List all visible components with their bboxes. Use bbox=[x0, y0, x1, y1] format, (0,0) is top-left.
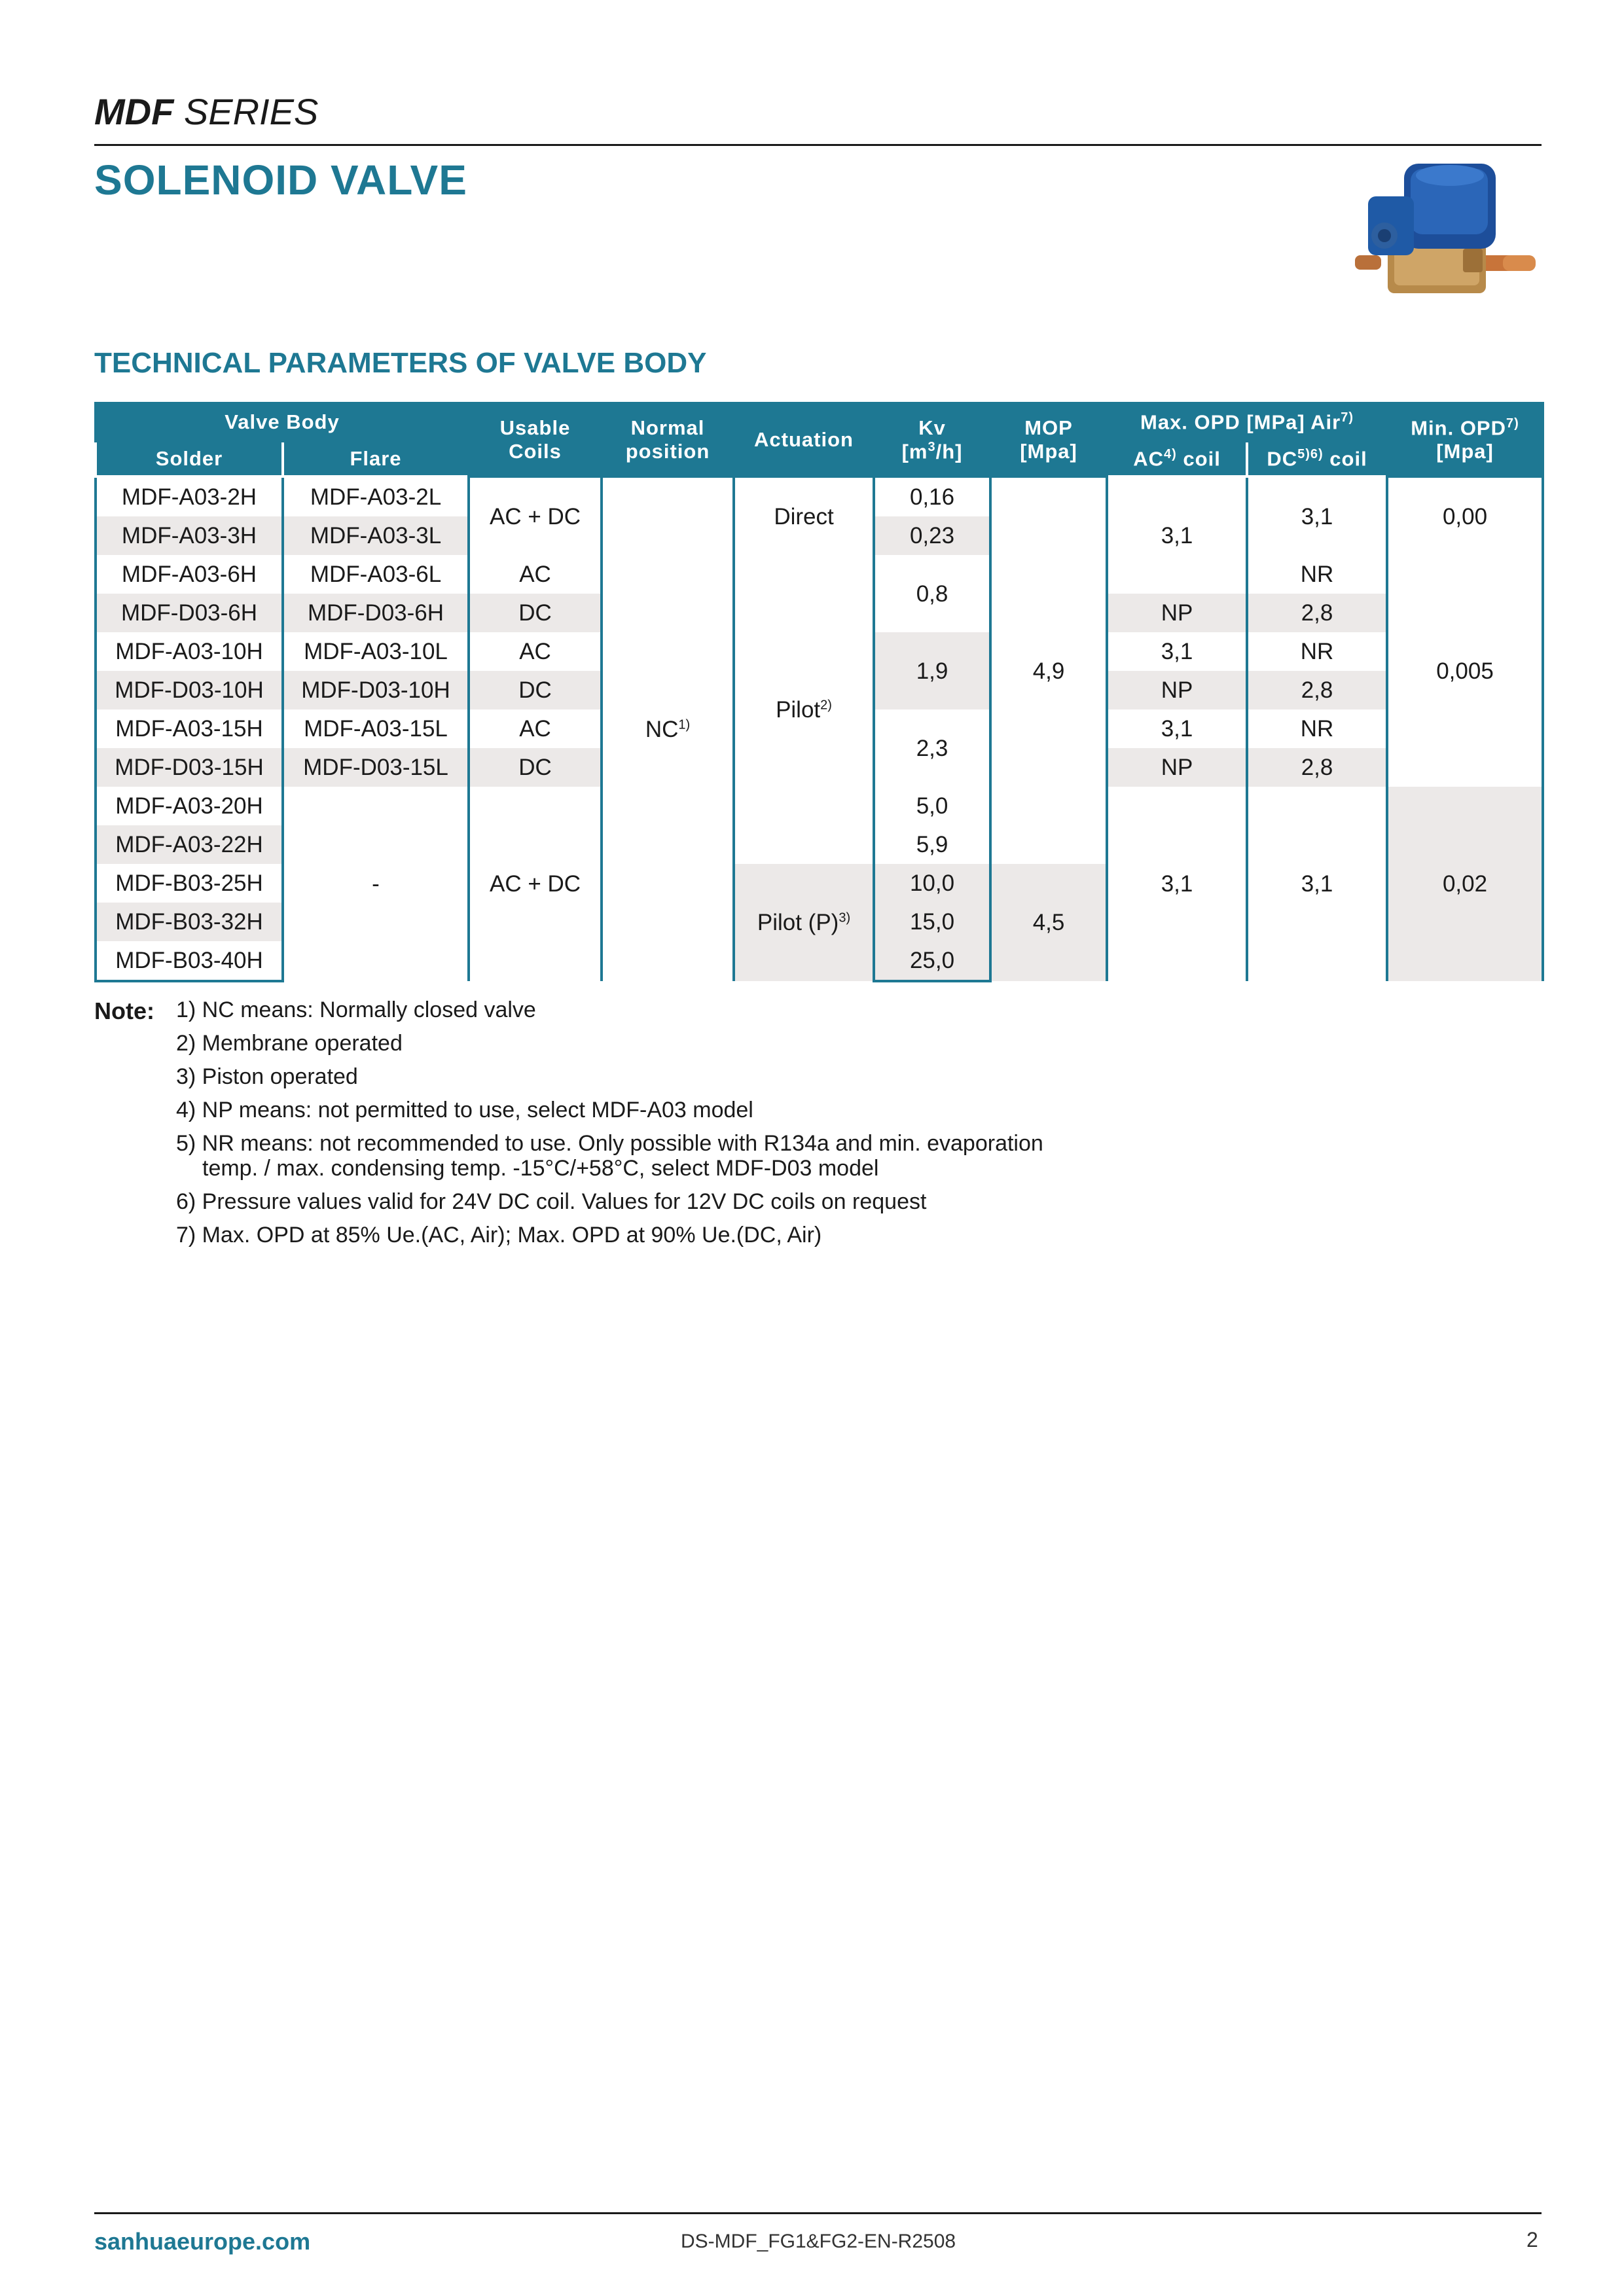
cell-solder: MDF-A03-22H bbox=[96, 825, 283, 864]
header-dc-text: DC bbox=[1267, 447, 1298, 471]
header-kv-unit-sup: 3 bbox=[928, 439, 936, 454]
cell-ac-coil: 3,1 bbox=[1107, 787, 1247, 981]
header-min-opd-unit: [Mpa] bbox=[1436, 440, 1494, 463]
header-dc-sup: 5)6) bbox=[1297, 447, 1324, 462]
header-normal-position bbox=[602, 403, 734, 476]
page-title: SOLENOID VALVE bbox=[94, 156, 467, 204]
cell-actuation-pilotp-text: Pilot (P) bbox=[757, 910, 839, 935]
cell-solder: MDF-D03-15H bbox=[96, 748, 283, 787]
series-heading bbox=[94, 90, 318, 133]
cell-solder: MDF-A03-20H bbox=[96, 787, 283, 825]
series-suffix: SERIES bbox=[183, 91, 319, 132]
table-row bbox=[96, 476, 1543, 516]
header-ac-text: AC bbox=[1133, 447, 1164, 471]
cell-dc-coil: 3,1 bbox=[1247, 476, 1387, 555]
cell-solder: MDF-B03-40H bbox=[96, 941, 283, 981]
cell-normal-position bbox=[602, 476, 734, 981]
note-item-line: 5) NR means: not recommended to use. Only possible with R134a and min. evaporation bbox=[176, 1131, 1043, 1156]
cell-solder: MDF-B03-32H bbox=[96, 903, 283, 941]
header-min-opd bbox=[1387, 403, 1543, 476]
solenoid-valve-photo bbox=[1348, 157, 1538, 321]
cell-solder: MDF-A03-2H bbox=[96, 476, 283, 516]
cell-kv: 15,0 bbox=[874, 903, 990, 941]
note-item: 1) NC means: Normally closed valve bbox=[176, 997, 536, 1022]
notes-list bbox=[176, 997, 1223, 1256]
cell-solder: MDF-A03-10H bbox=[96, 632, 283, 671]
header-valve-body: Valve Body bbox=[96, 403, 469, 441]
cell-flare: MDF-D03-15L bbox=[283, 748, 469, 787]
cell-min-opd: 0,02 bbox=[1387, 787, 1543, 981]
footer-document-code: DS-MDF_FG1&FG2-EN-R2508 bbox=[681, 2231, 956, 2252]
cell-coils: AC + DC bbox=[469, 476, 602, 555]
cell-actuation-pilot-sup: 2) bbox=[820, 697, 832, 712]
header-divider bbox=[94, 144, 1542, 146]
header-coils-text: Coils bbox=[509, 440, 562, 463]
cell-ac-coil: 3,1 bbox=[1107, 476, 1247, 594]
header-ac-coil bbox=[1107, 441, 1247, 476]
cell-mop: 4,5 bbox=[990, 864, 1107, 981]
cell-coils: AC + DC bbox=[469, 787, 602, 981]
note-item: 4) NP means: not permitted to use, select MDF-A03 model bbox=[176, 1098, 753, 1122]
header-solder: Solder bbox=[96, 441, 283, 476]
note-item bbox=[176, 1131, 1223, 1181]
cell-coils: DC bbox=[469, 748, 602, 787]
cell-flare: MDF-A03-2L bbox=[283, 476, 469, 516]
header-actuation: Actuation bbox=[734, 403, 874, 476]
header-mop-text: MOP bbox=[1024, 416, 1073, 440]
note-item: 7) Max. OPD at 85% Ue.(AC, Air); Max. OPD at 90% Ue.(DC, Air) bbox=[176, 1223, 822, 1247]
cell-ac-coil: 3,1 bbox=[1107, 632, 1247, 671]
cell-solder: MDF-A03-3H bbox=[96, 516, 283, 555]
cell-dc-coil: NR bbox=[1247, 632, 1387, 671]
header-max-opd-text: Max. OPD [MPa] Air bbox=[1140, 410, 1341, 434]
cell-solder: MDF-B03-25H bbox=[96, 864, 283, 903]
cell-flare: MDF-A03-6L bbox=[283, 555, 469, 594]
cell-flare: MDF-A03-3L bbox=[283, 516, 469, 555]
header-usable-text: Usable bbox=[499, 416, 571, 440]
cell-flare: MDF-A03-15L bbox=[283, 709, 469, 748]
cell-dc-coil: 2,8 bbox=[1247, 594, 1387, 632]
header-ac-sup: 4) bbox=[1164, 447, 1177, 462]
cell-kv: 5,9 bbox=[874, 825, 990, 864]
cell-dc-coil: NR bbox=[1247, 709, 1387, 748]
header-mop-unit: [Mpa] bbox=[1020, 440, 1077, 463]
cell-kv: 0,23 bbox=[874, 516, 990, 555]
header-ac-coil-text: coil bbox=[1176, 447, 1221, 471]
cell-flare: MDF-D03-10H bbox=[283, 671, 469, 709]
cell-dc-coil: 3,1 bbox=[1247, 787, 1387, 981]
header-max-opd bbox=[1107, 403, 1387, 441]
header-usable-coils bbox=[469, 403, 602, 476]
cell-kv: 0,8 bbox=[874, 555, 990, 632]
notes-label: Note: bbox=[94, 997, 154, 1024]
footer-divider bbox=[94, 2212, 1542, 2214]
cell-coils: DC bbox=[469, 671, 602, 709]
footer-website-link[interactable]: sanhuaeurope.com bbox=[94, 2228, 311, 2255]
cell-kv: 10,0 bbox=[874, 864, 990, 903]
cell-kv: 0,16 bbox=[874, 476, 990, 516]
cell-actuation-direct: Direct bbox=[734, 476, 874, 555]
note-item: 2) Membrane operated bbox=[176, 1031, 403, 1056]
cell-solder: MDF-D03-10H bbox=[96, 671, 283, 709]
cell-dc-coil: 2,8 bbox=[1247, 748, 1387, 787]
note-item-continuation: temp. / max. condensing temp. -15°C/+58°C, select MDF-D03 model bbox=[202, 1156, 879, 1181]
header-position-text: position bbox=[625, 440, 710, 463]
cell-dc-coil: NR bbox=[1247, 555, 1387, 594]
section-title: TECHNICAL PARAMETERS OF VALVE BODY bbox=[94, 347, 707, 379]
cell-flare: MDF-A03-10L bbox=[283, 632, 469, 671]
header-kv-unit-a: [m bbox=[901, 440, 928, 463]
header-dc-coil-text: coil bbox=[1323, 447, 1367, 471]
cell-min-opd: 0,005 bbox=[1387, 555, 1543, 787]
cell-solder: MDF-A03-15H bbox=[96, 709, 283, 748]
cell-solder: MDF-D03-6H bbox=[96, 594, 283, 632]
series-name: MDF bbox=[94, 91, 174, 132]
header-flare: Flare bbox=[283, 441, 469, 476]
cell-actuation-pilot bbox=[734, 555, 874, 864]
cell-kv: 2,3 bbox=[874, 709, 990, 787]
header-kv bbox=[874, 403, 990, 476]
header-kv-text: Kv bbox=[918, 416, 946, 440]
header-max-opd-sup: 7) bbox=[1341, 410, 1354, 425]
cell-actuation-pilotp-sup: 3) bbox=[839, 910, 851, 925]
cell-ac-coil: NP bbox=[1107, 671, 1247, 709]
cell-solder: MDF-A03-6H bbox=[96, 555, 283, 594]
header-min-opd-text: Min. OPD bbox=[1411, 416, 1506, 440]
cell-actuation-pilot-text: Pilot bbox=[776, 696, 821, 723]
cell-coils: AC bbox=[469, 632, 602, 671]
table-row bbox=[96, 555, 1543, 594]
cell-coils: DC bbox=[469, 594, 602, 632]
cell-min-opd: 0,00 bbox=[1387, 476, 1543, 555]
header-dc-coil bbox=[1247, 441, 1387, 476]
valve-body-parameters-table bbox=[94, 402, 1544, 982]
cell-kv: 25,0 bbox=[874, 941, 990, 981]
cell-dc-coil: 2,8 bbox=[1247, 671, 1387, 709]
cell-normal-position-text: NC bbox=[645, 717, 679, 742]
cell-flare: - bbox=[283, 787, 469, 981]
cell-kv: 5,0 bbox=[874, 787, 990, 825]
header-min-opd-sup: 7) bbox=[1506, 416, 1519, 431]
cell-mop: 4,9 bbox=[990, 476, 1107, 864]
cell-ac-coil: NP bbox=[1107, 594, 1247, 632]
cell-ac-coil: NP bbox=[1107, 748, 1247, 787]
header-kv-unit-b: /h] bbox=[935, 440, 963, 463]
cell-normal-position-sup: 1) bbox=[678, 717, 691, 732]
header-mop bbox=[990, 403, 1107, 476]
cell-kv: 1,9 bbox=[874, 632, 990, 709]
cell-coils: AC bbox=[469, 709, 602, 748]
cell-ac-coil: 3,1 bbox=[1107, 709, 1247, 748]
note-item: 6) Pressure values valid for 24V DC coil. Values for 12V DC coils on request bbox=[176, 1189, 927, 1214]
page-number: 2 bbox=[1526, 2228, 1538, 2251]
header-normal-text: Normal bbox=[630, 416, 705, 440]
cell-flare: MDF-D03-6H bbox=[283, 594, 469, 632]
cell-actuation-pilotp bbox=[734, 864, 874, 981]
note-item: 3) Piston operated bbox=[176, 1064, 358, 1089]
cell-coils: AC bbox=[469, 555, 602, 594]
